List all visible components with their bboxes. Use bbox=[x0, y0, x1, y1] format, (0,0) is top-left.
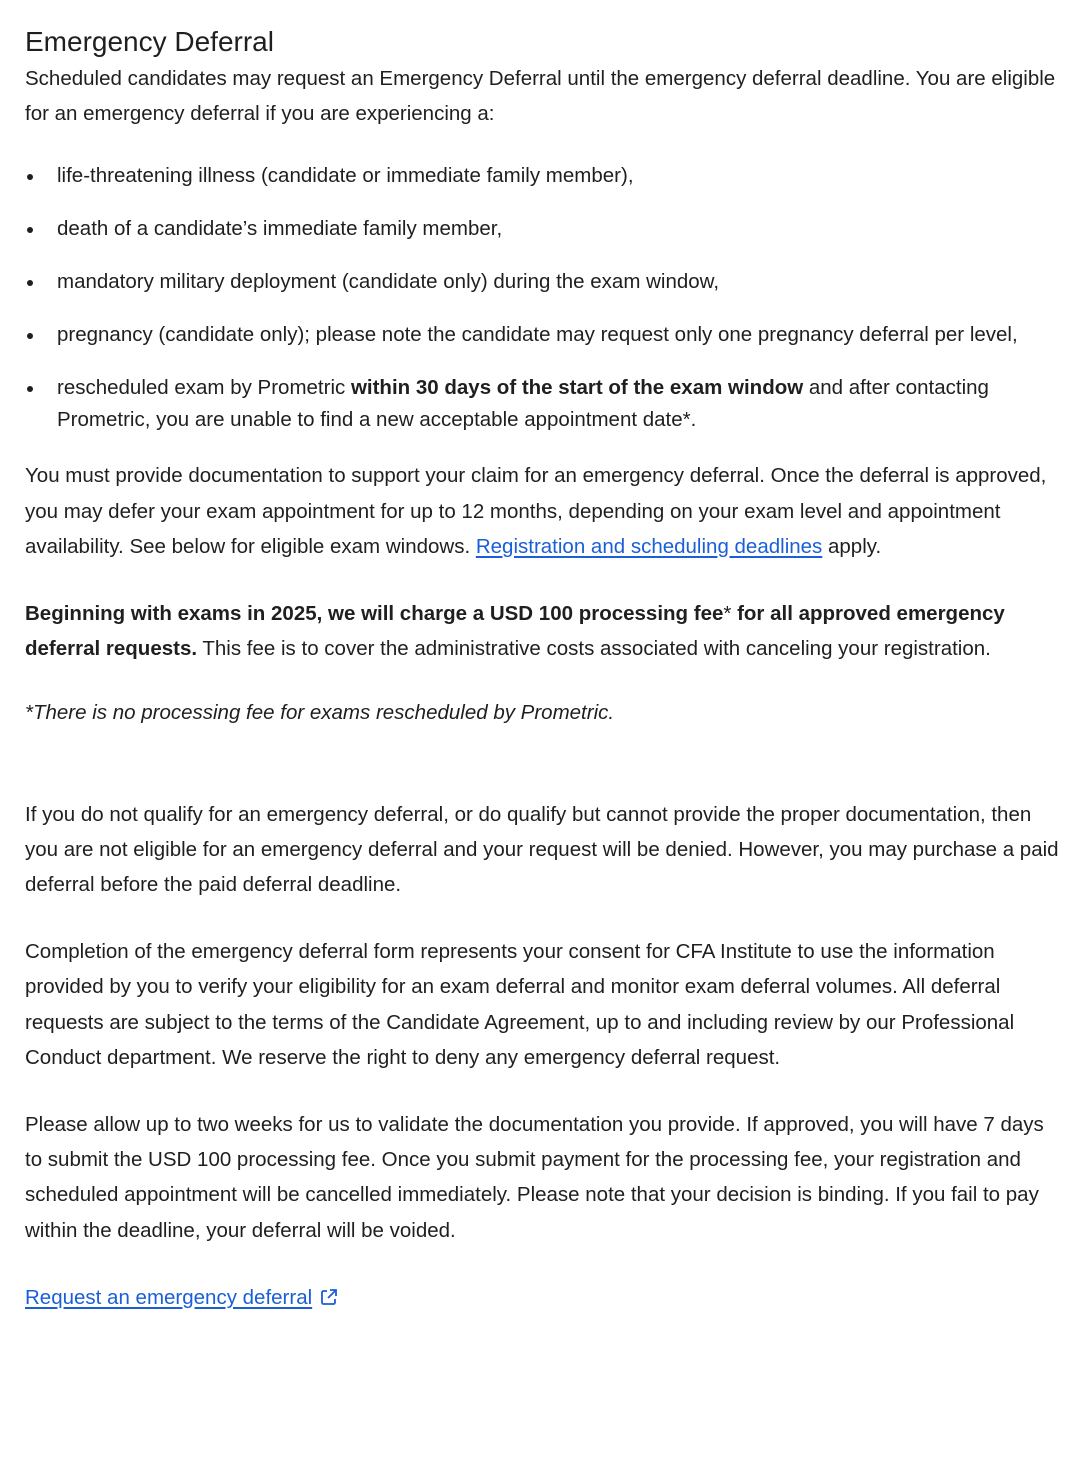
list-item bbox=[25, 266, 1061, 298]
bullet-dot bbox=[27, 386, 33, 392]
list-item bbox=[25, 213, 1061, 245]
list-item-text: rescheduled exam by Prometric bbox=[57, 376, 351, 400]
bullet-dot bbox=[27, 227, 33, 233]
fee-asterisk: * bbox=[723, 602, 732, 626]
external-link-icon bbox=[320, 1288, 338, 1306]
list-item bbox=[25, 160, 1061, 192]
request-link-label: Request an emergency deferral bbox=[25, 1285, 313, 1309]
request-link-paragraph bbox=[25, 1280, 1061, 1315]
page-title: Emergency Deferral bbox=[25, 26, 274, 57]
consent-paragraph: Completion of the emergency deferral form represents your consent for CFA Institute to use the information provided by you to verify your eligibility for an exam deferral and monitor exam deferral volumes. All deferral requests are subject to the terms of the Candidate Agreement, up to and including review by our Professional Conduct department. We reserve the right to deny any emergency deferral request. bbox=[25, 940, 1015, 1069]
validation-paragraph: Please allow up to two weeks for us to validate the documentation you provide. If approved, you will have 7 days to submit the USD 100 processing fee. Once you submit payment for the processing fee, your registration and scheduled appointment will be cancelled immediately. Please note that your decision is binding. If you fail to pay within the deadline, your deferral will be voided. bbox=[25, 1113, 1044, 1242]
bullet-dot bbox=[27, 280, 33, 286]
bullet-dot bbox=[27, 174, 33, 180]
fee-emphasis: Beginning with exams in 2025, we will charge a USD 100 processing fee bbox=[25, 602, 724, 626]
list-item-emphasis: within 30 days of the start of the exam window bbox=[350, 376, 804, 400]
list-item-text: and after contacting Prometric, you are unable to find a new acceptable appointment date*. bbox=[57, 376, 989, 432]
qualification-paragraph: If you do not qualify for an emergency deferral, or do qualify but cannot provide the proper documentation, then you are not eligible for an emergency deferral and your request will be denied. However, you may purchase a paid deferral before the paid deferral deadline. bbox=[25, 802, 1059, 897]
list-item-text: mandatory military deployment (candidate only) during the exam window, bbox=[57, 270, 720, 294]
documentation-paragraph bbox=[25, 458, 1061, 564]
eligibility-list bbox=[25, 160, 1061, 436]
documentation-text: You must provide documentation to support your claim for an emergency deferral. Once the deferral is approved, you may defer your exam appointment for up to 12 months, depending on your exam level and appointment availability. See below for eligible exam windows. bbox=[25, 464, 1047, 558]
list-item bbox=[25, 372, 1061, 436]
intro-paragraph: Scheduled candidates may request an Emergency Deferral until the emergency deferral deadline. You are eligible for an emergency deferral if you are experiencing a: bbox=[25, 67, 1056, 126]
list-item-text: life-threatening illness (candidate or immediate family member), bbox=[57, 164, 634, 188]
fee-emphasis-continued: for all approved emergency deferral requests. bbox=[25, 602, 1005, 661]
list-item bbox=[25, 319, 1061, 351]
fee-footnote: *There is no processing fee for exams rescheduled by Prometric. bbox=[25, 701, 615, 725]
fee-text: This fee is to cover the administrative costs associated with canceling your registration. bbox=[197, 637, 991, 661]
documentation-after: apply. bbox=[822, 534, 882, 558]
bullet-dot bbox=[27, 333, 33, 339]
list-item-text: death of a candidate’s immediate family member, bbox=[57, 217, 503, 241]
processing-fee-paragraph bbox=[25, 596, 1061, 666]
registration-deadlines-link[interactable]: Registration and scheduling deadlines bbox=[475, 534, 823, 558]
request-emergency-deferral-link[interactable] bbox=[25, 1286, 338, 1309]
list-item-text: pregnancy (candidate only); please note the candidate may request only one pregnancy deferral per level, bbox=[57, 323, 1018, 347]
